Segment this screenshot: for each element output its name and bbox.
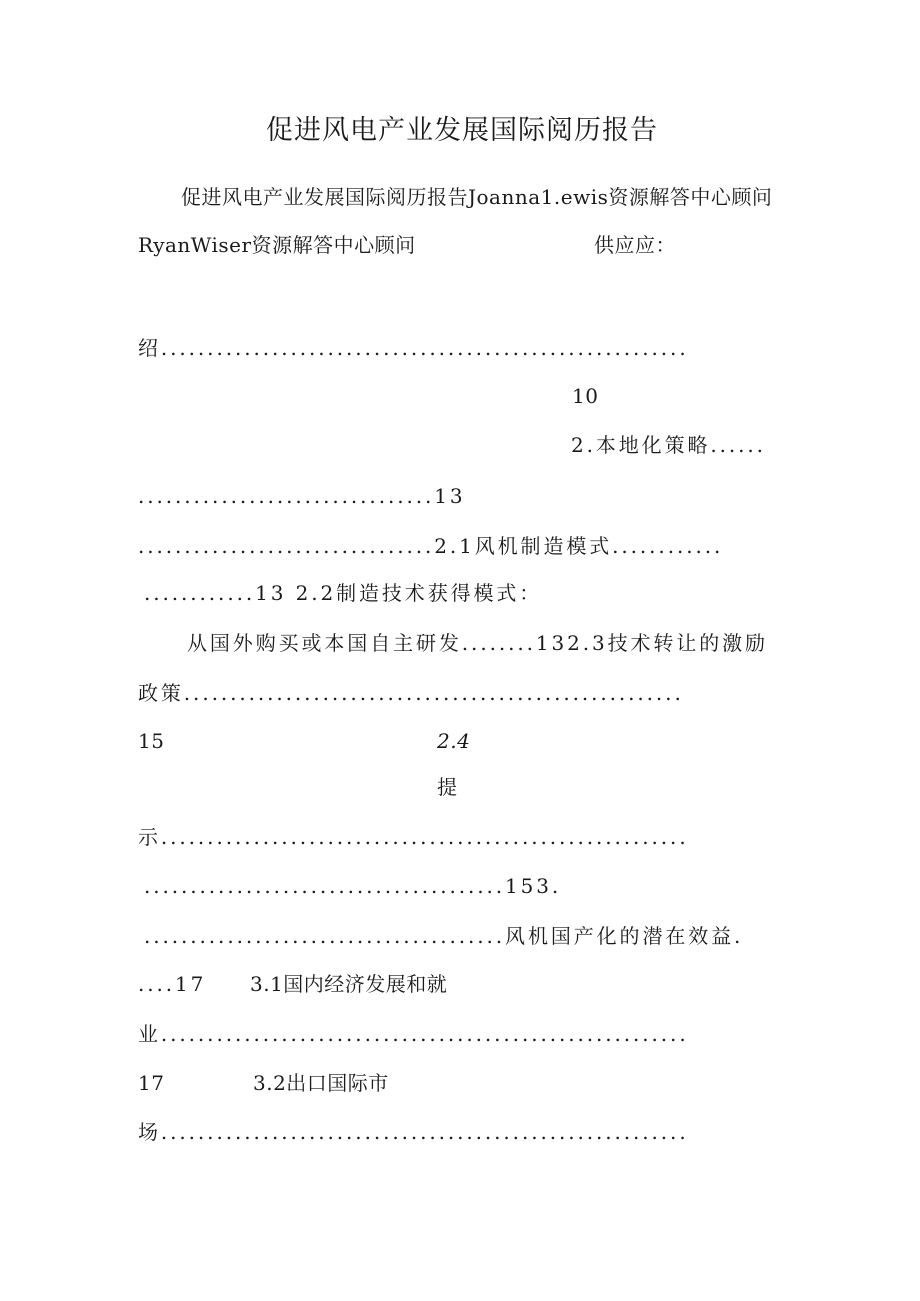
toc-page-number: 10 — [572, 384, 599, 408]
toc-line: .......................................风机国产化的潜在效益. — [144, 924, 744, 948]
toc-line: 2.本地化策略...... — [571, 433, 766, 457]
toc-line: 绍......................................................... — [138, 336, 689, 360]
document-title: 促进风电产业发展国际阅历报告 — [266, 115, 658, 146]
toc-line: 示......................................................... — [138, 825, 689, 849]
toc-line: 场......................................................... — [138, 1120, 689, 1144]
intro-line: 促进风电产业发展国际阅历报告Joanna1.ewis资源解答中心顾问 — [181, 185, 773, 209]
toc-line: 业......................................................... — [138, 1022, 689, 1046]
toc-line: ................................13 — [138, 484, 466, 508]
toc-line: 政策...................................................... — [138, 681, 684, 705]
toc-line: ....17 — [138, 972, 207, 996]
toc-line: ................................2.1风机制造模式............ — [138, 534, 724, 558]
toc-page-number: 15 — [138, 729, 165, 753]
toc-line: 3.2出口国际市 — [253, 1071, 389, 1095]
toc-section-number: 2.4 — [437, 729, 471, 753]
intro-line-supply: 供应应： — [594, 233, 676, 257]
toc-line: .......................................153. — [144, 874, 562, 898]
toc-line: 提 — [437, 775, 458, 799]
toc-page-number: 17 — [138, 1071, 165, 1095]
toc-line: 从国外购买或本国自主研发........132.3技术转让的激励 — [187, 631, 768, 655]
toc-line: ............13 2.2制造技术获得模式： — [144, 581, 543, 605]
toc-line: 3.1国内经济发展和就 — [250, 972, 448, 996]
intro-line-authors: RyanWiser资源解答中心顾问 — [138, 233, 416, 257]
